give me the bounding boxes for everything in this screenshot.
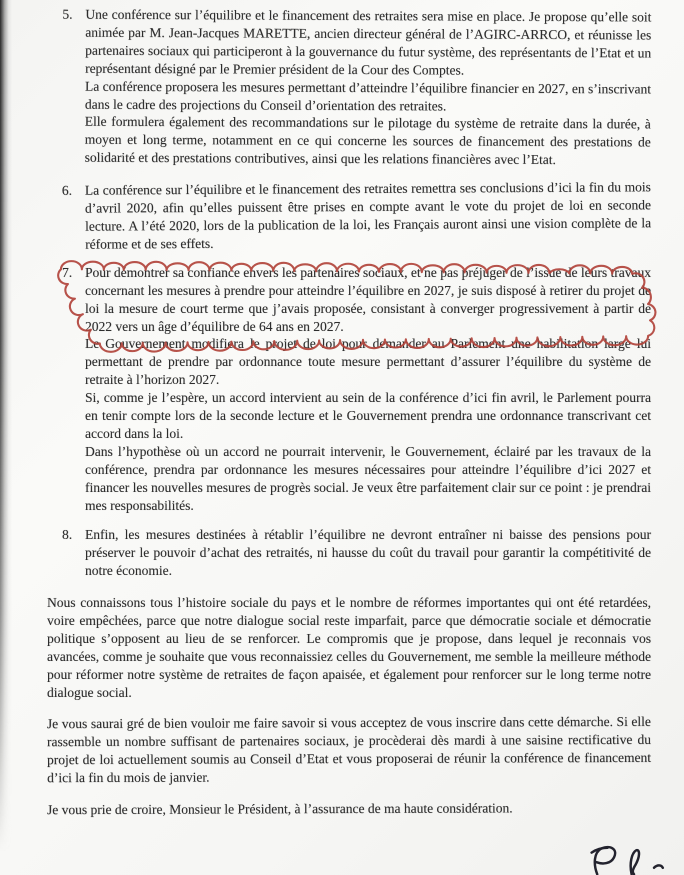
red-circle-annotation-region	[85, 264, 651, 336]
list-item-8	[62, 526, 651, 580]
closing-paragraph: Nous connaissons tous l’histoire sociale du pays et le nombre de réformes importantes qui ont été retardées, voire empêchées, parce que notre dialogue social reste imparfait, parce que démocratie sociale et démocratie politique s’opposent au lieu de se renforcer. Le compromis que je propose, dans lequel je reconnais vos avancées, comme je souhaite que vous reconnaissiez celles du Gouvernement, me semble la meilleure méthode pour réformer notre système de retraites de façon apaisée, et également pour renforcer sur le long terme notre dialogue social.	[47, 595, 651, 700]
paragraph: Si, comme je l’espère, un accord intervient au sein de la conférence d’ici fin avril, le Parlement pourra en tenir compte lors de la seconde lecture et le Gouvernement prendra une ordonnance transcrivant cet accord dans la loi.	[85, 390, 651, 441]
item-number: 7.	[62, 264, 73, 280]
paragraph: Elle formulera également des recommandations sur le pilotage du système de retraite dans la durée, à moyen et long terme, notamment en ce qui concerne les sources de financement des prestations de solidarité et des prestations contributives, ainsi que les relations financières avec l’Etat.	[84, 114, 651, 168]
paragraph: La conférence sur l’équilibre et le financement des retraites remettra ses conclusions d’ici la fin du mois d’avril 2020, afin qu’elles puissent être prises en compte avant le vote du projet de loi en seconde lecture. A l’été 2020, lors de la publication de la loi, les Français auront ainsi une vision complète de la réforme et de ses effets.	[84, 179, 652, 252]
valediction-line: Je vous prie de croire, Monsieur le Président, à l’assurance de ma haute considération.	[46, 800, 513, 818]
paragraph: Dans l’hypothèse où un accord ne pourrait intervenir, le Gouvernement, éclairé par les travaux de la conférence, prendra par ordonnance les mesures nécessaires pour atteindre l’équilibre d’ici 2027 et financer les nouvelles mesures de progrès social. Je veux être parfaitement clair sur ce point : je prendrai mes responsabilités.	[85, 443, 651, 513]
paragraph-struck-by-red-line: Le Gouvernement modifiera le projet de loi pour demander au Parlement une habilitation large lui permettant de prendre par ordonnance toute mesure permettant d’assurer l’équilibre du système de retraite à l’horizon 2027.	[85, 336, 651, 388]
list-item-5	[62, 6, 652, 170]
paragraph: Enfin, les mesures destinées à rétablir l’équilibre ne devront entraîner ni baisse des pensions pour préserver le pouvoir d’achat des retraités, ni hausse du coût du travail pour garantir la compétitivité de notre économie.	[85, 527, 651, 579]
list-item-6	[62, 178, 651, 253]
paragraph: Une conférence sur l’équilibre et le financement des retraites sera mise en place. Je propose qu’elle soit animée par M. Jean-Jacques MARETTE, ancien directeur général de l’AGIRC-ARRCO, et réunisse les partenaires sociaux qui participeront à la gouvernance du futur système, des représentants de l’Etat et un représentant désigné par le Premier président de la Cour des Comptes.	[85, 6, 652, 78]
handwritten-signature	[560, 843, 684, 875]
paragraph: La conférence proposera les mesures permettant d’atteindre l’équilibre financier en 2027, en s’inscrivant dans le cadre des projections du Conseil d’orientation des retraites.	[84, 78, 652, 113]
paragraph-circled: Pour démontrer sa confiance envers les partenaires sociaux, et ne pas préjuger de l’issue de leurs travaux concernant les mesures à prendre pour atteindre l’équilibre en 2027, je suis disposé à retirer du projet de loi la mesure de court terme que j’avais proposée, consistant à converger progressivement à partir de 2022 vers un âge d’équilibre de 64 ans en 2027.	[85, 264, 651, 334]
item-number: 6.	[61, 182, 73, 198]
closing-paragraph: Je vous saurai gré de bien vouloir me faire savoir si vous acceptez de vous inscrire dans cette démarche. Si elle rassemble un nombre suffisant de partenaires sociaux, je procèderai dès mardi à une saisine rectificative du projet de loi actuellement soumis au Conseil d’Etat et vous proposerai de réunir la conférence de financement d’ici la fin du mois de janvier.	[46, 713, 652, 785]
list-item-7	[62, 264, 651, 515]
item-number: 8.	[62, 527, 73, 543]
item-number: 5.	[62, 6, 73, 22]
